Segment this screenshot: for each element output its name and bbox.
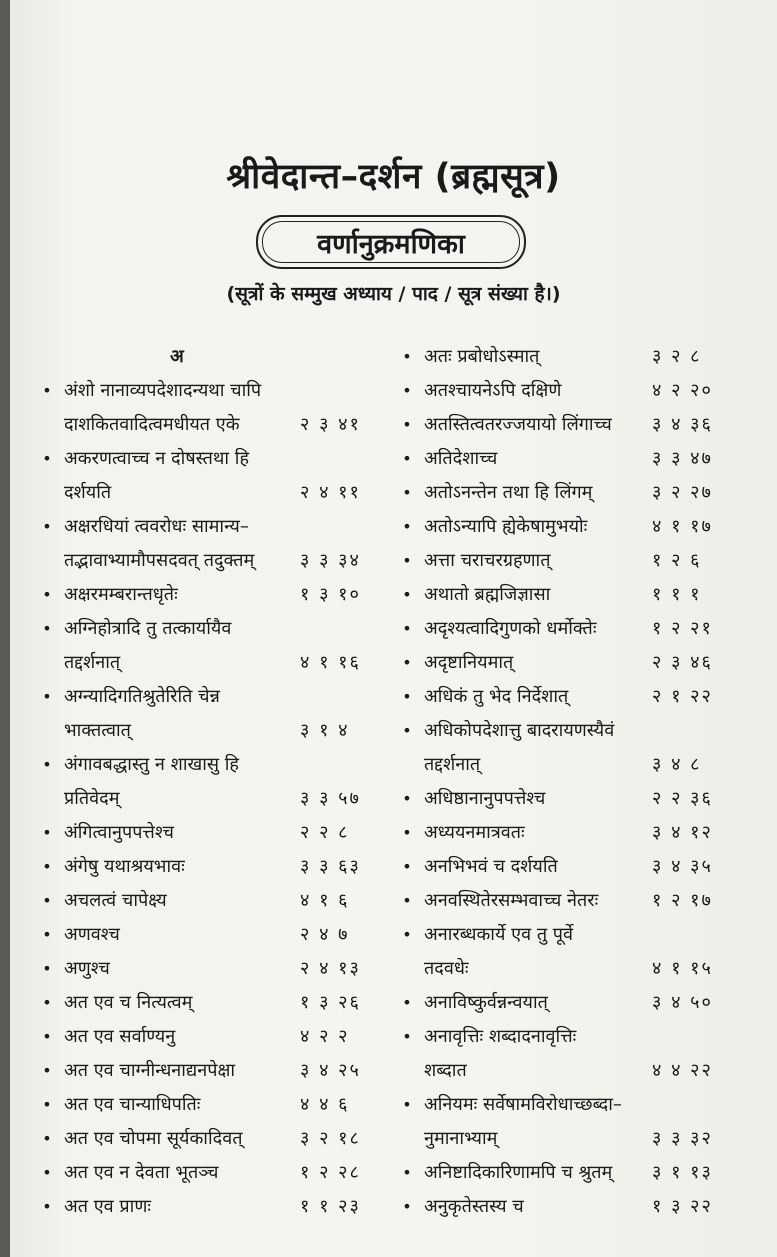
index-entry: [400, 646, 770, 680]
sutra-text: भाक्तत्वात्: [64, 720, 131, 741]
bullet-icon: •: [402, 993, 412, 1012]
sutra-text: अध्ययनमात्रवतः: [424, 822, 525, 843]
book-page: [10, 0, 777, 1257]
sutra-text: तदवधेः: [424, 958, 469, 979]
index-entry: [40, 646, 390, 680]
sutra-text: अत्ता चराचरग्रहणात्: [424, 550, 551, 571]
index-heading: [256, 215, 526, 269]
sutra-text: शब्दात: [424, 1060, 467, 1081]
index-entry: [400, 952, 770, 986]
sutra-reference: ३ ४ ३६: [652, 414, 713, 435]
sutra-reference: ३ २ ८: [652, 346, 702, 367]
sutra-reference: २ ३ ४१: [300, 414, 361, 435]
sutra-reference: २ ४ ११: [300, 482, 361, 503]
bullet-icon: •: [402, 415, 412, 434]
sutra-text: अत एव च नित्यत्वम्: [64, 992, 193, 1013]
index-entry: [400, 714, 770, 748]
sutra-reference: २ ३ ४६: [652, 652, 713, 673]
sutra-reference: १ २ २८: [300, 1162, 361, 1183]
index-entry: [40, 1156, 390, 1190]
left-column: [40, 340, 390, 1224]
bullet-icon: •: [402, 789, 412, 808]
sutra-reference: १ २ १७: [652, 890, 713, 911]
index-entry: [400, 408, 770, 442]
index-entry: [40, 884, 390, 918]
bullet-icon: •: [402, 1095, 412, 1114]
index-entry: [40, 442, 390, 476]
sutra-reference: ३ ४ १२: [652, 822, 713, 843]
sutra-text: अनियमः सर्वेषामविरोधाच्छब्दा–: [424, 1094, 622, 1115]
bullet-icon: •: [402, 619, 412, 638]
index-entry: [40, 1190, 390, 1224]
sutra-reference: १ २ ६: [652, 550, 702, 571]
index-entry: [400, 1156, 770, 1190]
sutra-reference: ३ ३ ४७: [652, 448, 713, 469]
sutra-text: अंगित्वानुपपत्तेश्च: [64, 822, 174, 843]
sutra-reference: ३ ४ ३५: [652, 856, 713, 877]
bullet-icon: •: [42, 755, 52, 774]
index-entry: [40, 714, 390, 748]
sutra-reference: ३ २ २७: [652, 482, 713, 503]
sutra-text: प्रतिवेदम्: [64, 788, 120, 809]
sutra-text: अक्षरमम्बरान्तधृतेः: [64, 584, 178, 605]
sutra-reference: ४ ४ २२: [652, 1060, 713, 1081]
bullet-icon: •: [42, 959, 52, 978]
sutra-reference: ३ ३ ३२: [652, 1128, 713, 1149]
sutra-reference: ३ १ ४: [300, 720, 350, 741]
sutra-text: अधिकं तु भेद निर्देशात्: [424, 686, 569, 707]
bullet-icon: •: [42, 1095, 52, 1114]
sutra-text: अतिदेशाच्च: [424, 448, 498, 469]
bullet-icon: •: [402, 721, 412, 740]
bullet-icon: •: [402, 551, 412, 570]
index-entry: [400, 918, 770, 952]
bullet-icon: •: [402, 687, 412, 706]
sutra-text: अत एव सर्वाण्यनु: [64, 1026, 176, 1047]
sutra-reference: २ २ ८: [300, 822, 350, 843]
bullet-icon: •: [402, 449, 412, 468]
index-entry: [400, 680, 770, 714]
bullet-icon: •: [42, 381, 52, 400]
sutra-reference: ४ ४ ६: [300, 1094, 350, 1115]
bullet-icon: •: [42, 1197, 52, 1216]
index-entry: [40, 918, 390, 952]
sutra-text: अत एव प्राणः: [64, 1196, 151, 1217]
sutra-text: अतोऽन्यापि ह्येकेषामुभयोः: [424, 516, 588, 537]
sutra-text: तद्भावाभ्यामौपसदवत् तदुक्तम्: [64, 550, 255, 571]
index-entry: [40, 544, 390, 578]
sutra-reference: १ ३ २२: [652, 1196, 713, 1217]
index-entry: [400, 1054, 770, 1088]
bullet-icon: •: [42, 619, 52, 638]
sutra-reference: २ १ २२: [652, 686, 713, 707]
index-entry: [40, 476, 390, 510]
sutra-reference: १ १ २३: [300, 1196, 361, 1217]
sutra-text: अथातो ब्रह्मजिज्ञासा: [424, 584, 551, 605]
index-entry: [400, 1190, 770, 1224]
bullet-icon: •: [42, 993, 52, 1012]
index-entry: [400, 510, 770, 544]
sutra-text: अग्निहोत्रादि तु तत्कार्यायैव: [64, 618, 232, 639]
sutra-text: अत एव चान्याधिपतिः: [64, 1094, 201, 1115]
index-heading-label: वर्णानुक्रमणिका: [317, 228, 465, 260]
index-entry: [40, 1088, 390, 1122]
sutra-reference: ३ ३ ६३: [300, 856, 361, 877]
sutra-reference: १ २ २१: [652, 618, 713, 639]
sutra-text: दर्शयति: [64, 482, 112, 503]
sutra-reference: ४ १ ६: [300, 890, 350, 911]
index-entry: [40, 510, 390, 544]
index-entry: [400, 986, 770, 1020]
bullet-icon: •: [42, 687, 52, 706]
sutra-reference: १ ३ १०: [300, 584, 361, 605]
index-entry: [40, 612, 390, 646]
sutra-reference: ३ ४ ५०: [652, 992, 713, 1013]
sutra-reference: ३ ४ २५: [300, 1060, 361, 1081]
sutra-text: अंगावबद्धास्तु न शाखासु हि: [64, 754, 239, 775]
sutra-reference: ४ १ १५: [652, 958, 713, 979]
sutra-text: अनावृत्तिः शब्दादनावृत्तिः: [424, 1026, 577, 1047]
sutra-reference: ३ २ १८: [300, 1128, 361, 1149]
sutra-text: दाशकितवादित्वमधीयत एके: [64, 414, 240, 435]
index-entry: [400, 1020, 770, 1054]
sutra-text: अनवस्थितेरसम्भवाच्च नेतरः: [424, 890, 599, 911]
sutra-text: अनारब्धकार्ये एव तु पूर्वे: [424, 924, 574, 945]
sutra-text: अणुश्च: [64, 958, 110, 979]
sutra-text: अतस्तित्वतरज्जयायो लिंगाच्च: [424, 414, 612, 435]
index-entry: [40, 408, 390, 442]
bullet-icon: •: [402, 857, 412, 876]
sutra-text: अत एव चाग्नीन्धनाद्यनपेक्षा: [64, 1060, 236, 1081]
bullet-icon: •: [42, 1061, 52, 1080]
bullet-icon: •: [42, 925, 52, 944]
bullet-icon: •: [402, 1163, 412, 1182]
bullet-icon: •: [42, 1163, 52, 1182]
sutra-reference: २ ४ ७: [300, 924, 350, 945]
sutra-text: अतश्चायनेऽपि दक्षिणे: [424, 380, 562, 401]
index-entry: [400, 374, 770, 408]
index-entry: [40, 850, 390, 884]
sutra-text: अत एव न देवता भूतञ्च: [64, 1162, 219, 1183]
bullet-icon: •: [402, 517, 412, 536]
index-entry: [400, 476, 770, 510]
bullet-icon: •: [42, 1027, 52, 1046]
sutra-text: अदृष्टानियमात्: [424, 652, 514, 673]
sutra-reference: ४ १ १६: [300, 652, 361, 673]
sutra-reference: ४ १ १७: [652, 516, 713, 537]
bullet-icon: •: [42, 1129, 52, 1148]
index-entry: [400, 884, 770, 918]
index-entry: [400, 748, 770, 782]
sutra-text: अनाविष्कुर्वन्नन्वयात्: [424, 992, 548, 1013]
sutra-text: अक्षरधियां त्ववरोधः सामान्य–: [64, 516, 249, 537]
sutra-text: अधिकोपदेशात्तु बादरायणस्यैवं: [424, 720, 615, 741]
sutra-text: अ: [170, 346, 184, 367]
sutra-text: नुमानाभ्याम्: [424, 1128, 498, 1149]
bullet-icon: •: [402, 891, 412, 910]
bullet-icon: •: [402, 381, 412, 400]
sutra-text: अनभिभवं च दर्शयति: [424, 856, 558, 877]
bullet-icon: •: [402, 823, 412, 842]
bullet-icon: •: [42, 449, 52, 468]
index-entry: [400, 340, 770, 374]
sutra-reference: ४ २ २: [300, 1026, 350, 1047]
bullet-icon: •: [402, 1197, 412, 1216]
index-entry: [40, 952, 390, 986]
index-entry: [40, 1020, 390, 1054]
sutra-text: अंगेषु यथाश्रयभावः: [64, 856, 185, 877]
sutra-reference: १ १ १: [652, 584, 702, 605]
index-entry: [400, 850, 770, 884]
index-entry: [40, 680, 390, 714]
right-column: [400, 340, 770, 1224]
index-entry: [400, 442, 770, 476]
index-entry: [400, 1088, 770, 1122]
sutra-text: अनिष्टादिकारिणामपि च श्रुतम्: [424, 1162, 613, 1183]
bullet-icon: •: [42, 891, 52, 910]
sutra-text: तद्दर्शनात्: [64, 652, 121, 673]
sutra-reference: ३ ३ ३४: [300, 550, 361, 571]
sutra-text: अधिष्ठानानुपपत्तेश्च: [424, 788, 546, 809]
index-entry: [40, 986, 390, 1020]
index-entry: [400, 578, 770, 612]
index-entry: [400, 1122, 770, 1156]
bullet-icon: •: [402, 483, 412, 502]
bullet-icon: •: [402, 925, 412, 944]
index-entry: [40, 374, 390, 408]
bullet-icon: •: [42, 857, 52, 876]
index-entry: [40, 1122, 390, 1156]
sutra-reference: ३ ४ ८: [652, 754, 702, 775]
index-entry: [400, 612, 770, 646]
sutra-text: अचलत्वं चापेक्ष्य: [64, 890, 167, 911]
page-title: श्रीवेदान्त–दर्शन (ब्रह्मसूत्र): [226, 157, 561, 197]
index-entry: [40, 782, 390, 816]
index-entry: [40, 578, 390, 612]
sutra-reference: ३ १ १३: [652, 1162, 713, 1183]
index-note: (सूत्रों के सम्मुख अध्याय / पाद / सूत्र संख्या है।): [226, 283, 561, 305]
bullet-icon: •: [42, 823, 52, 842]
sutra-reference: २ ४ १३: [300, 958, 361, 979]
sutra-text: तद्दर्शनात्: [424, 754, 481, 775]
index-entry: [40, 1054, 390, 1088]
bullet-icon: •: [402, 1027, 412, 1046]
index-entry: [400, 544, 770, 578]
sutra-text: अतः प्रबोधोऽस्मात्: [424, 346, 540, 367]
letter-heading: [40, 340, 390, 374]
sutra-text: अंशो नानाव्यपदेशादन्यथा चापि: [64, 380, 262, 401]
sutra-reference: ४ २ २०: [652, 380, 713, 401]
sutra-text: अत एव चोपमा सूर्यकादिवत्: [64, 1128, 243, 1149]
bullet-icon: •: [402, 653, 412, 672]
sutra-text: अतोऽनन्तेन तथा हि लिंगम्: [424, 482, 593, 503]
bullet-icon: •: [402, 585, 412, 604]
index-entry: [40, 816, 390, 850]
sutra-reference: २ २ ३६: [652, 788, 713, 809]
bullet-icon: •: [42, 585, 52, 604]
index-entry: [400, 816, 770, 850]
sutra-text: अनुकृतेस्तस्य च: [424, 1196, 524, 1217]
sutra-text: अग्न्यादिगतिश्रुतेरिति चेन्न: [64, 686, 220, 707]
sutra-reference: १ ३ २६: [300, 992, 361, 1013]
sutra-reference: ३ ३ ५७: [300, 788, 361, 809]
index-entry: [400, 782, 770, 816]
bullet-icon: •: [402, 347, 412, 366]
sutra-text: अकरणत्वाच्च न दोषस्तथा हि: [64, 448, 250, 469]
bullet-icon: •: [42, 517, 52, 536]
sutra-text: अदृश्यत्वादिगुणको धर्मोक्तेः: [424, 618, 597, 639]
index-entry: [40, 748, 390, 782]
sutra-text: अणवश्च: [64, 924, 120, 945]
